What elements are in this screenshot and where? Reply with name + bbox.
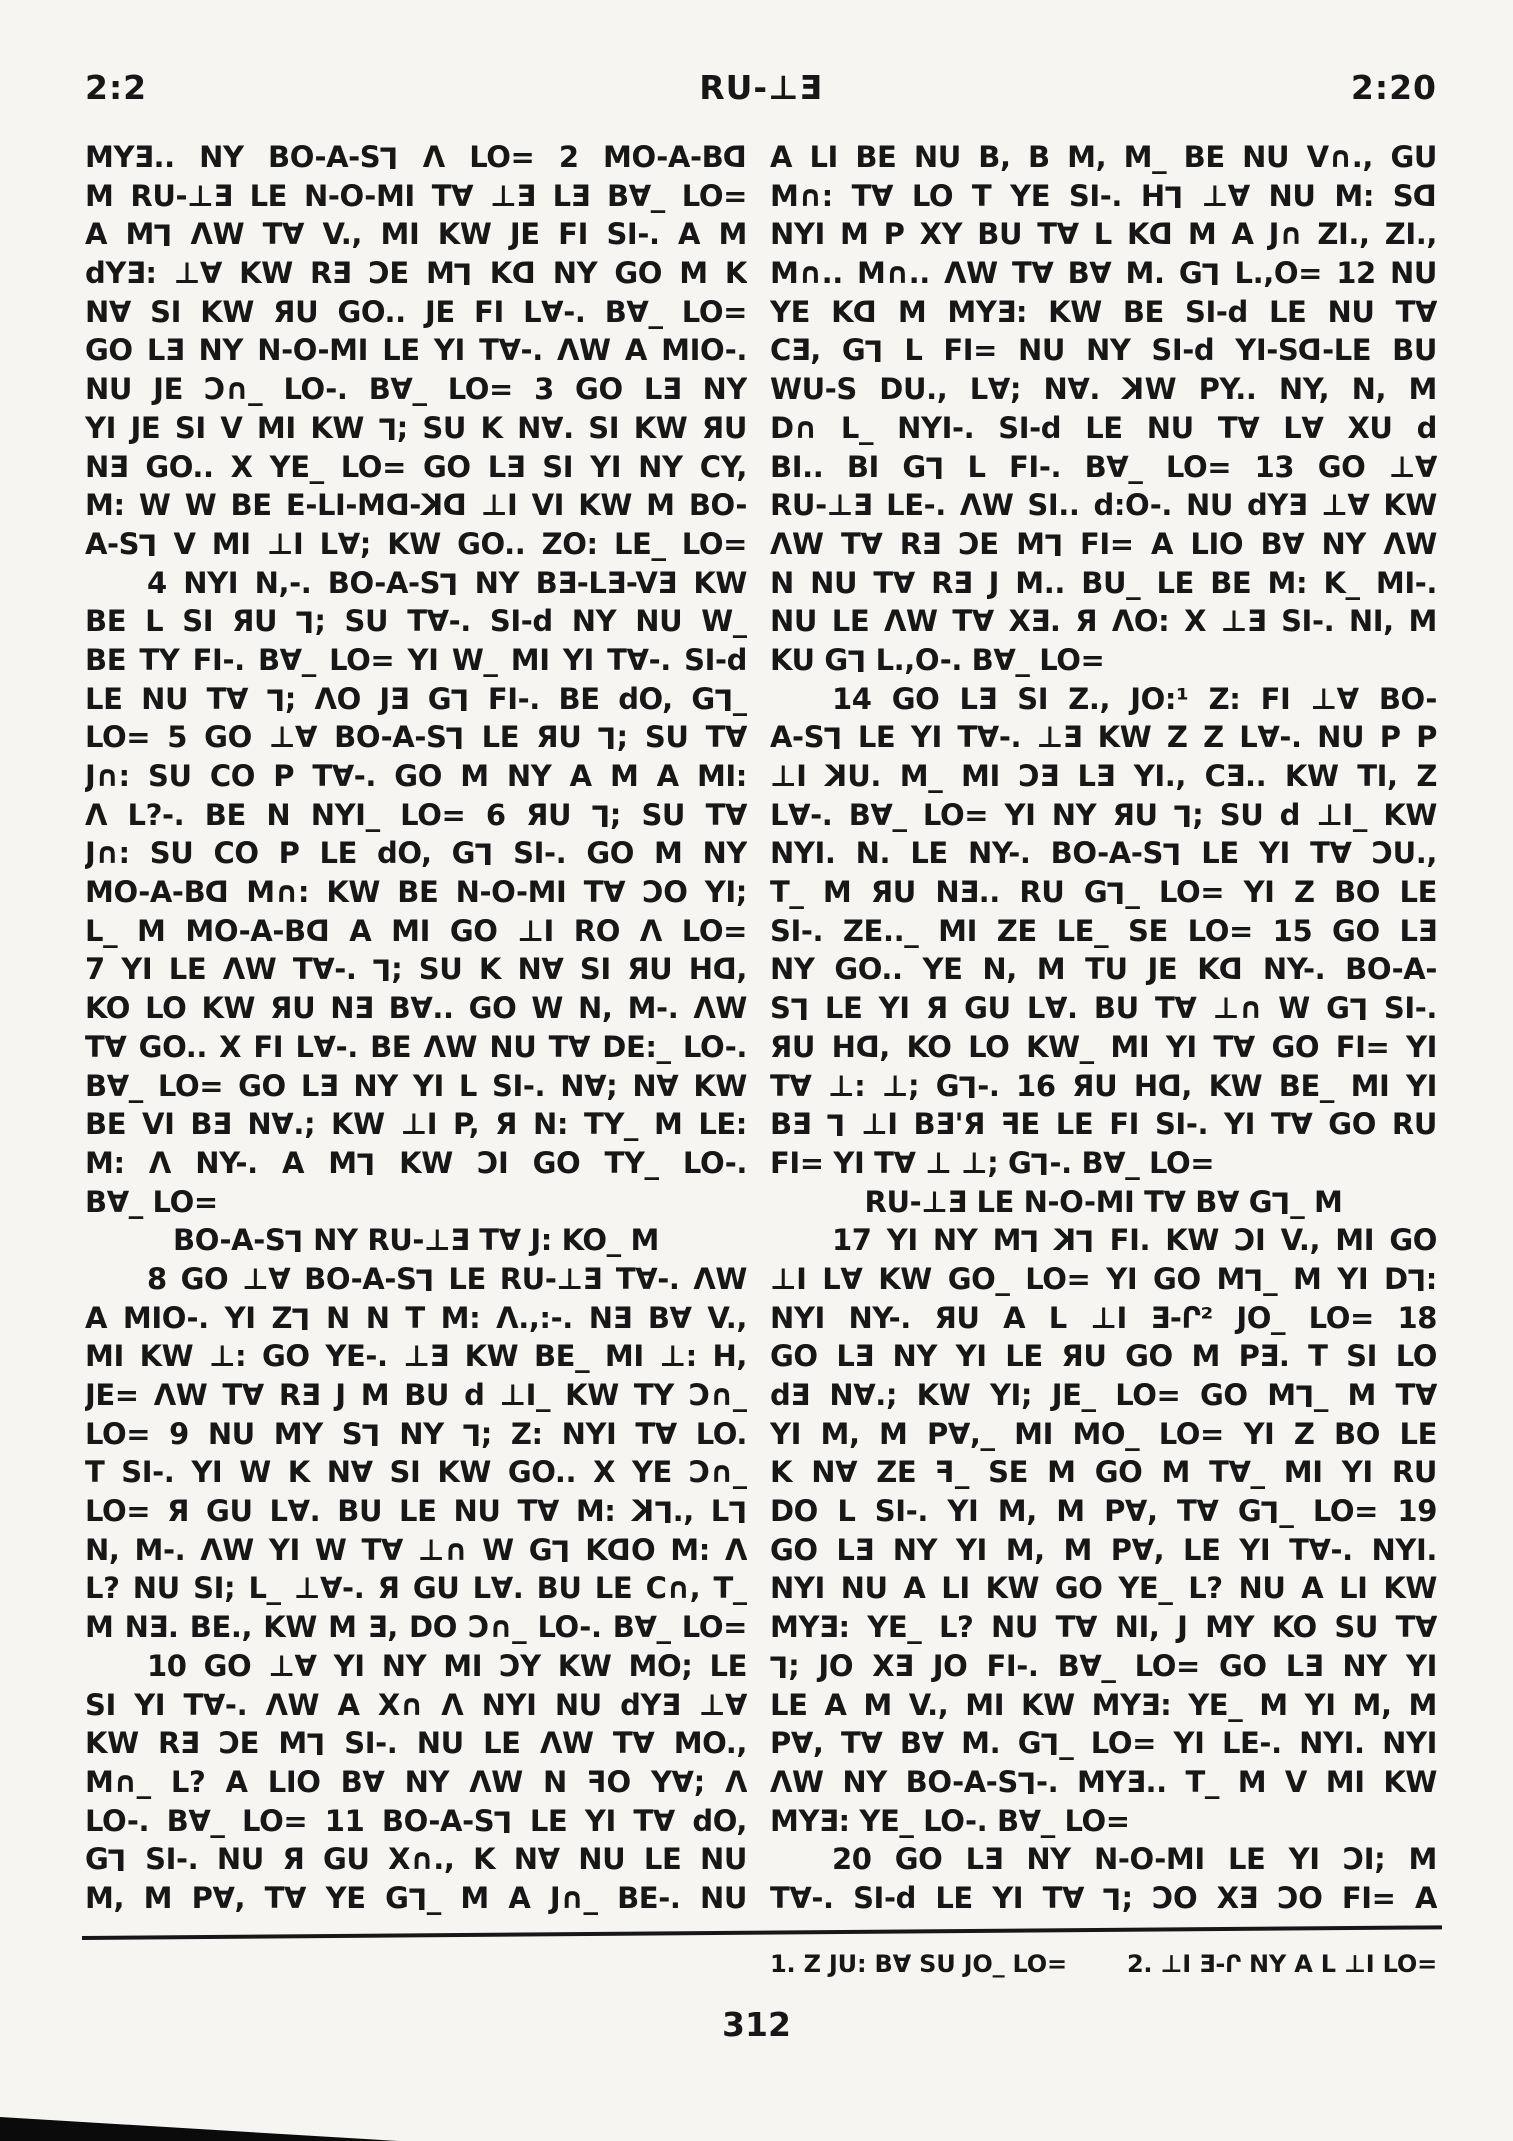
text-line: LO-. B∀_ LO= 11 BO-A-SL LE YI T∀ dO, — [85, 1803, 747, 1839]
text-line: ЯU HD, KO LO KW_ MI YI T∀ GO FI= YI — [770, 1029, 1437, 1064]
text-line: YI M, M P∀,_ MI MO_ LO= YI Z BO LE — [770, 1416, 1437, 1451]
text-line: MYƎ.. NY BO-A-SL Λ LO= 2 MO-A-BD — [85, 140, 747, 175]
text-line: M NƎ. BE., KW M Ǝ, DO Ɔ∩_ LO-. B∀_ LO= — [85, 1610, 747, 1645]
text-line: M RU-⊥Ǝ LE N-O-MI T∀ ⊥Ǝ LƎ B∀_ LO= — [85, 178, 747, 213]
text-line: 7 YI LE ΛW T∀-. L; SU K N∀ SI ЯU HD, — [85, 952, 747, 988]
text-line: JE= ΛW T∀ RƎ J M BU d ⊥I_ KW TY Ɔ∩_ — [85, 1378, 747, 1412]
text-line: YI JE SI V MI KW L; SU K N∀. SI KW ЯU — [85, 410, 747, 446]
text-line: NYI. N. LE NY-. BO-A-SL LE YI T∀ ƆU., — [770, 836, 1437, 872]
text-line: 20 GO LƎ NY N-O-MI LE YI ƆI; M — [832, 1842, 1437, 1877]
text-line: SI YI T∀-. ΛW A X∩ Λ NYI NU dYƎ ⊥∀ — [85, 1687, 747, 1722]
text-line: BE TY FI-. B∀_ LO= YI W_ MI YI T∀-. SI-d — [85, 642, 747, 677]
text-line: GO LƎ NY N-O-MI LE YI T∀-. ΛW A MIO-. — [85, 333, 747, 368]
text-line: A ML ΛW T∀ V., MI KW JE FI SI-. A M — [85, 217, 747, 253]
text-line: L? NU SI; L_ ⊥∀-. Я GU L∀. BU LE C∩, T_ — [85, 1571, 747, 1606]
text-line: LO= 5 GO ⊥∀ BO-A-SL LE ЯU L; SU T∀ — [85, 720, 747, 756]
text-line: T_ M ЯU NƎ.. RU GL_ LO= YI Z BO LE — [770, 875, 1437, 910]
text-line: A MIO-. YI ZL N N T M: Λ.,:-. NƎ B∀ V., — [85, 1300, 747, 1336]
text-line: J∩: SU CO P LE dO, GL SI-. GO M NY — [85, 836, 747, 872]
text-line: MI KW ⊥: GO YE-. ⊥Ǝ KW BE_ MI ⊥: H, — [85, 1339, 747, 1374]
text-line: M: W W BE E-LI-MD-KD ⊥I VI KW M BO- — [85, 488, 747, 523]
text-line: FI= YI T∀ ⊥ ⊥; GL-. B∀_ LO= — [770, 1145, 1215, 1181]
text-line: M∩_ L? A LIO B∀ NY ΛW N FO Y∀; Λ — [85, 1764, 747, 1799]
text-line: GO LƎ NY YI M, M P∀, LE YI T∀-. NYI. — [770, 1532, 1437, 1567]
text-line: GO LƎ NY YI LE ЯU GO M PƎ. T SI LO — [770, 1339, 1437, 1374]
text-line: NYI NY-. ЯU A L ⊥I Ǝ-Ր² JO_ LO= 18 — [770, 1300, 1437, 1335]
text-line: GL SI-. NU Я GU X∩., K N∀ NU LE NU — [85, 1842, 747, 1877]
footnote-divider — [82, 1925, 1442, 1940]
text-line: NU LE ΛW T∀ XƎ. Я ΛO: X ⊥Ǝ SI-. NI, M — [770, 604, 1437, 639]
text-line: 17 YI NY ML KL FI. KW ƆI V., MI GO — [832, 1223, 1437, 1258]
text-line: Λ L?-. BE N NYI_ LO= 6 ЯU L; SU T∀ — [85, 797, 747, 833]
text-line: J∩: SU CO P T∀-. GO M NY A M A MI: — [85, 759, 747, 793]
verse-reference-left: 2:2 — [85, 68, 148, 107]
text-line: T∀-. SI-d LE YI T∀ L; ƆO XƎ ƆO FI= A — [770, 1880, 1437, 1916]
footnotes — [770, 1950, 1437, 1978]
text-line: BE L SI ЯU L; SU T∀-. SI-d NY NU W_ — [85, 604, 747, 639]
text-line: dYƎ: ⊥∀ KW RƎ ƆE ML KD NY GO M K — [85, 256, 747, 291]
text-line: LO= Я GU L∀. BU LE NU T∀ M: KL., LL — [85, 1494, 747, 1529]
text-line: ΛW T∀ RƎ ƆE ML FI= A LIO B∀ NY ΛW — [770, 526, 1437, 562]
text-line: BƎ L ⊥I BƎ'Я FE LE FI SI-. YI T∀ GO RU — [770, 1107, 1437, 1142]
text-line: LE NU T∀ L; ΛO JƎ GL FI-. BE dO, GL_ — [85, 681, 747, 717]
text-line: B∀_ LO= — [85, 1184, 218, 1219]
book-title: RU-⊥Ǝ — [699, 68, 823, 107]
text-line: ⊥I L∀ KW GO_ LO= YI GO ML_ M YI DL: — [770, 1261, 1437, 1297]
text-line: M∩.. M∩.. ΛW T∀ B∀ M. GL L.,O= 12 NU — [770, 256, 1437, 291]
text-line: KO LO KW ЯU NƎ B∀.. GO W N, M-. ΛW — [85, 991, 747, 1026]
text-line: N∀ SI KW ЯU GO.. JE FI L∀-. B∀_ LO= — [85, 294, 747, 329]
verse-reference-right: 2:20 — [1350, 68, 1437, 107]
text-line: A-SL LE YI T∀-. ⊥Ǝ KW Z Z L∀-. NU P P — [770, 720, 1437, 756]
text-line: T SI-. YI W K N∀ SI KW GO.. X YE Ɔ∩_ — [85, 1455, 747, 1490]
text-line: CƎ, GL L FI= NU NY SI-d YI-SD-LE BU — [770, 333, 1437, 369]
text-line: L; JO XƎ JO FI-. B∀_ LO= GO LƎ NY YI — [770, 1648, 1437, 1684]
text-line: N NU T∀ RƎ J M.. BU_ LE BE M: K_ MI-. — [770, 565, 1437, 600]
text-line: T∀ GO.. X FI L∀-. BE ΛW NU T∀ DE:_ LO-. — [85, 1029, 747, 1064]
text-line: NYI NU A LI KW GO YE_ L? NU A LI KW — [770, 1571, 1437, 1606]
text-line: SL LE YI Я GU L∀. BU T∀ ⊥∩ W GL SI-. — [770, 991, 1437, 1026]
text-line: WU-S DU., L∀; N∀. KW PY.. NY, N, M — [770, 372, 1437, 407]
page-header — [85, 68, 1437, 112]
text-line: L∀-. B∀_ LO= YI NY ЯU L; SU d ⊥I_ KW — [770, 797, 1437, 833]
text-line: MYƎ: YE_ LO-. B∀_ LO= — [770, 1803, 1130, 1838]
text-line: NƎ GO.. X YE_ LO= GO LƎ SI YI NY CY, — [85, 449, 747, 484]
text-line: A-SL V MI ⊥I L∀; KW GO.. ZO: LE_ LO= — [85, 526, 747, 562]
text-line: M, M P∀, T∀ YE GL_ M A J∩_ BE-. NU — [85, 1880, 747, 1916]
text-line: BI.. BI GL L FI-. B∀_ LO= 13 GO ⊥∀ — [770, 449, 1437, 485]
footnote-1: 1. Z JU: B∀ SU JO_ LO= — [770, 1950, 1067, 1978]
text-line: dƎ N∀.; KW YI; JE_ LO= GO ML_ M T∀ — [770, 1378, 1437, 1413]
section-heading: RU-⊥Ǝ LE N-O-MI T∀ B∀ GL_ M — [864, 1184, 1343, 1220]
text-line: DO L SI-. YI M, M P∀, T∀ GL_ LO= 19 — [770, 1494, 1437, 1529]
section-heading: BO-A-SL NY RU-⊥Ǝ T∀ J: KO_ M — [173, 1223, 659, 1258]
text-line: YE KD M MYƎ: KW BE SI-d LE NU T∀ — [770, 294, 1437, 329]
text-line: KU GL L.,O-. B∀_ LO= — [770, 642, 1105, 678]
text-line: LO= 9 NU MY SL NY L; Z: NYI T∀ LO. — [85, 1416, 747, 1452]
text-line: 14 GO LƎ SI Z., JO:¹ Z: FI ⊥∀ BO- — [832, 681, 1437, 716]
text-line: K N∀ ZE F_ SE M GO M T∀_ MI YI RU — [770, 1455, 1437, 1490]
text-line: RU-⊥Ǝ LE-. ΛW SI.. d:O-. NU dYƎ ⊥∀ KW — [770, 488, 1437, 523]
text-line: L_ M MO-A-BD A MI GO ⊥I RO Λ LO= — [85, 913, 747, 948]
footnote-2: 2. ⊥I Ǝ-Ր NY A L ⊥I LO= — [1126, 1950, 1437, 1978]
text-line: 4 NYI N,-. BO-A-SL NY BƎ-LƎ-VƎ KW — [147, 565, 747, 601]
text-line: N, M-. ΛW YI W T∀ ⊥∩ W GL KDO M: Λ — [85, 1532, 747, 1568]
text-line: ΛW NY BO-A-SL-. MYƎ.. T_ M V MI KW — [770, 1764, 1437, 1800]
text-line: NU JE Ɔ∩_ LO-. B∀_ LO= 3 GO LƎ NY — [85, 372, 747, 407]
text-line: LE A M V., MI KW MYƎ: YE_ M YI M, M — [770, 1687, 1437, 1722]
page-number: 312 — [722, 2005, 791, 2044]
text-line: ⊥I KU. M_ MI ƆƎ LƎ YI., CƎ.. KW TI, Z — [770, 759, 1437, 793]
text-line: 10 GO ⊥∀ YI NY MI ƆY KW MO; LE — [147, 1648, 747, 1683]
text-line: T∀ ⊥: ⊥; GL-. 16 ЯU HD, KW BE_ MI YI — [770, 1068, 1437, 1104]
text-line: NY GO.. YE N, M TU JE KD NY-. BO-A- — [770, 952, 1437, 987]
text-line: MO-A-BD M∩: KW BE N-O-MI T∀ ƆO YI; — [85, 875, 747, 910]
text-line: SI-. ZE.._ MI ZE LE_ SE LO= 15 GO LƎ — [770, 913, 1437, 948]
text-line: MYƎ: YE_ L? NU T∀ NI, J MY KO SU T∀ — [770, 1610, 1437, 1645]
left-column — [85, 138, 747, 1918]
text-line: D∩ L_ NYI-. SI-d LE NU T∀ L∀ XU d — [770, 410, 1437, 445]
text-line: P∀, T∀ B∀ M. GL_ LO= YI LE-. NYI. NYI — [770, 1726, 1437, 1761]
text-line: KW RƎ ƆE ML SI-. NU LE ΛW T∀ MO., — [85, 1726, 747, 1761]
scan-shadow-artifact — [0, 2117, 398, 2141]
text-line: 8 GO ⊥∀ BO-A-SL LE RU-⊥Ǝ T∀-. ΛW — [147, 1261, 747, 1297]
text-line: NYI M P XY BU T∀ L KD M A J∩ ZI., ZI., — [770, 217, 1437, 252]
right-column — [770, 138, 1437, 1918]
text-line: A LI BE NU B, B M, M_ BE NU V∩., GU — [770, 140, 1437, 174]
text-line: B∀_ LO= GO LƎ NY YI L SI-. N∀; N∀ KW — [85, 1068, 747, 1103]
text-line: M∩: T∀ LO T YE SI-. HL ⊥∀ NU M: SD — [770, 178, 1437, 214]
text-line: BE VI BƎ N∀.; KW ⊥I P, Я N: TY_ M LE: — [85, 1107, 747, 1142]
text-line: M: Λ NY-. A ML KW ƆI GO TY_ LO-. — [85, 1145, 747, 1181]
